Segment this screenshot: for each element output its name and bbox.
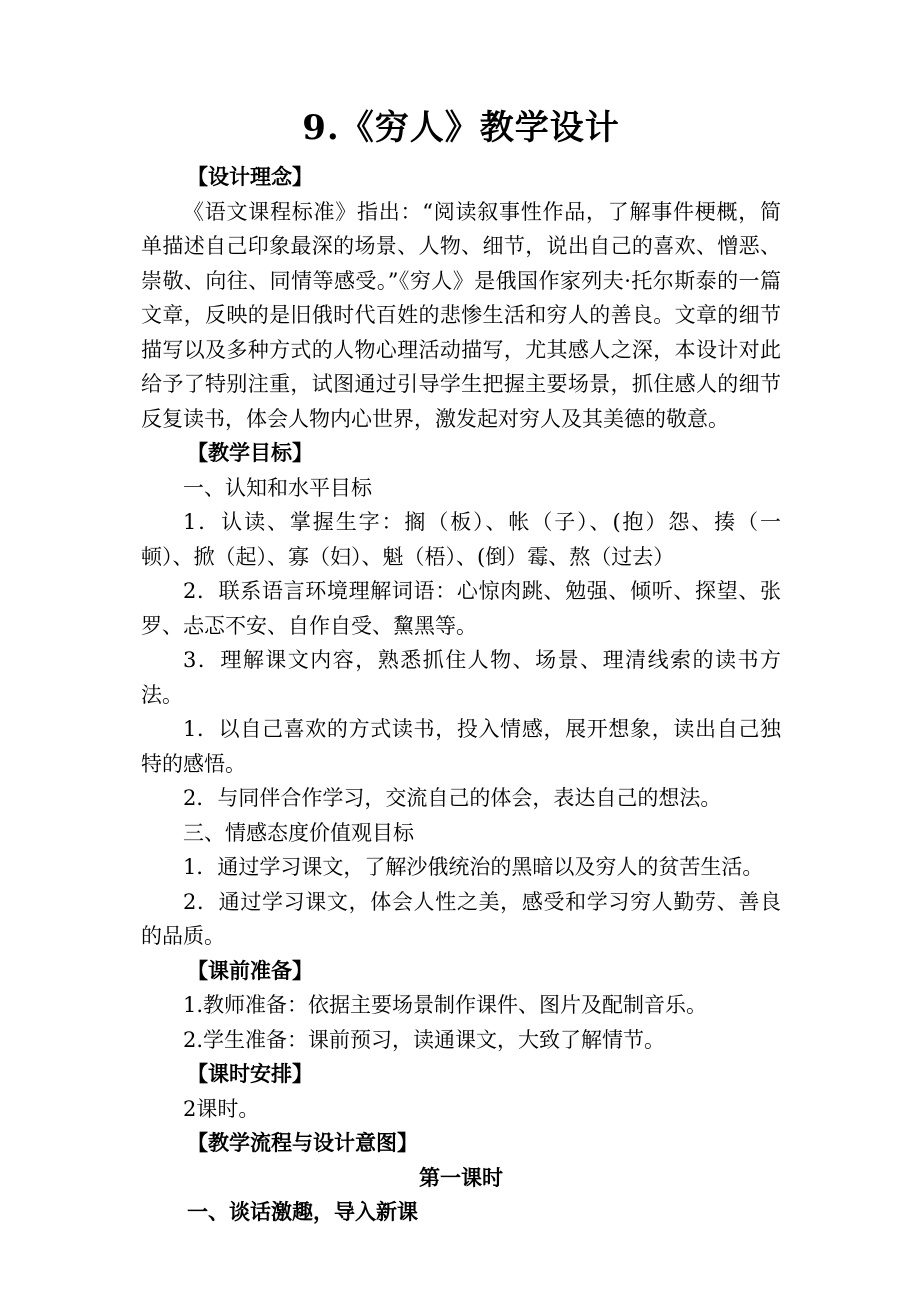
goal-item: 2．与同伴合作学习，交流自己的体会，表达自己的想法。 (183, 786, 722, 810)
goal-item: 2．联系语言环境理解词语：心惊肉跳、勉强、倾听、探望、张罗、忐忑不安、自作自受、黧黑等。 (141, 579, 781, 638)
heading-schedule: 【课时安排】 (187, 1061, 313, 1086)
step-heading: 一、谈话激趣，导入新课 (187, 1199, 418, 1224)
goal-item: 1．通过学习课文，了解沙俄统治的黑暗以及穷人的贫苦生活。 (183, 855, 764, 879)
goal-subheading-cognitive: 一、认知和水平目标 (183, 475, 372, 500)
schedule-text: 2课时。 (183, 1096, 260, 1121)
heading-teaching-goals: 【教学目标】 (187, 440, 313, 465)
goal-subheading-emotion: 三、情感态度价值观目标 (183, 820, 414, 845)
document-page (141, 100, 781, 1230)
goal-item: 3．理解课文内容，熟悉抓住人物、场景、理清线索的读书方法。 (141, 648, 781, 707)
document-title: 9.《穷人》教学设计 (302, 108, 620, 148)
heading-preparation: 【课前准备】 (187, 957, 313, 983)
goal-item: 1．认读、掌握生字：搁（板）、帐（子）、(抱）怨、揍（一顿）、掀（起）、寡（妇）、魁（梧）、(倒）霉、熬（过去） (141, 510, 781, 569)
heading-design-concept: 【设计理念】 (187, 164, 313, 189)
heading-flow: 【教学流程与设计意图】 (187, 1130, 418, 1155)
preparation-item: 1.教师准备：依据主要场景制作课件、图片及配制音乐。 (183, 993, 708, 1017)
lesson-title: 第一课时 (419, 1164, 503, 1190)
goal-item: 1．以自己喜欢的方式读书，投入情感，展开想象，读出自己独特的感悟。 (141, 717, 781, 776)
preparation-item: 2.学生准备：课前预习，读通课文，大致了解情节。 (183, 1027, 666, 1052)
goal-item: 2．通过学习课文，体会人性之美，感受和学习穷人勤劳、善良的品质。 (141, 889, 781, 948)
design-concept-body: 《语文课程标准》指出：“阅读叙事性作品，了解事件梗概，简单描述自己印象最深的场景、人物、细节，说出自己的喜欢、憎恶、崇敬、向往、同情等感受。”《穷人》是俄国作家列夫·托尔斯泰的一篇文章，反映的是旧俄时代百姓的悲惨生活和穷人的善良。文章的细节描写以及多种方式的人物心理活动描写，尤其感人之深，本设计对此给予了特别注重，试图通过引导学生把握主要场景，抓住感人的细节反复读书，体会人物内心世界，激发起对穷人及其美德的敬意。 (141, 199, 781, 431)
